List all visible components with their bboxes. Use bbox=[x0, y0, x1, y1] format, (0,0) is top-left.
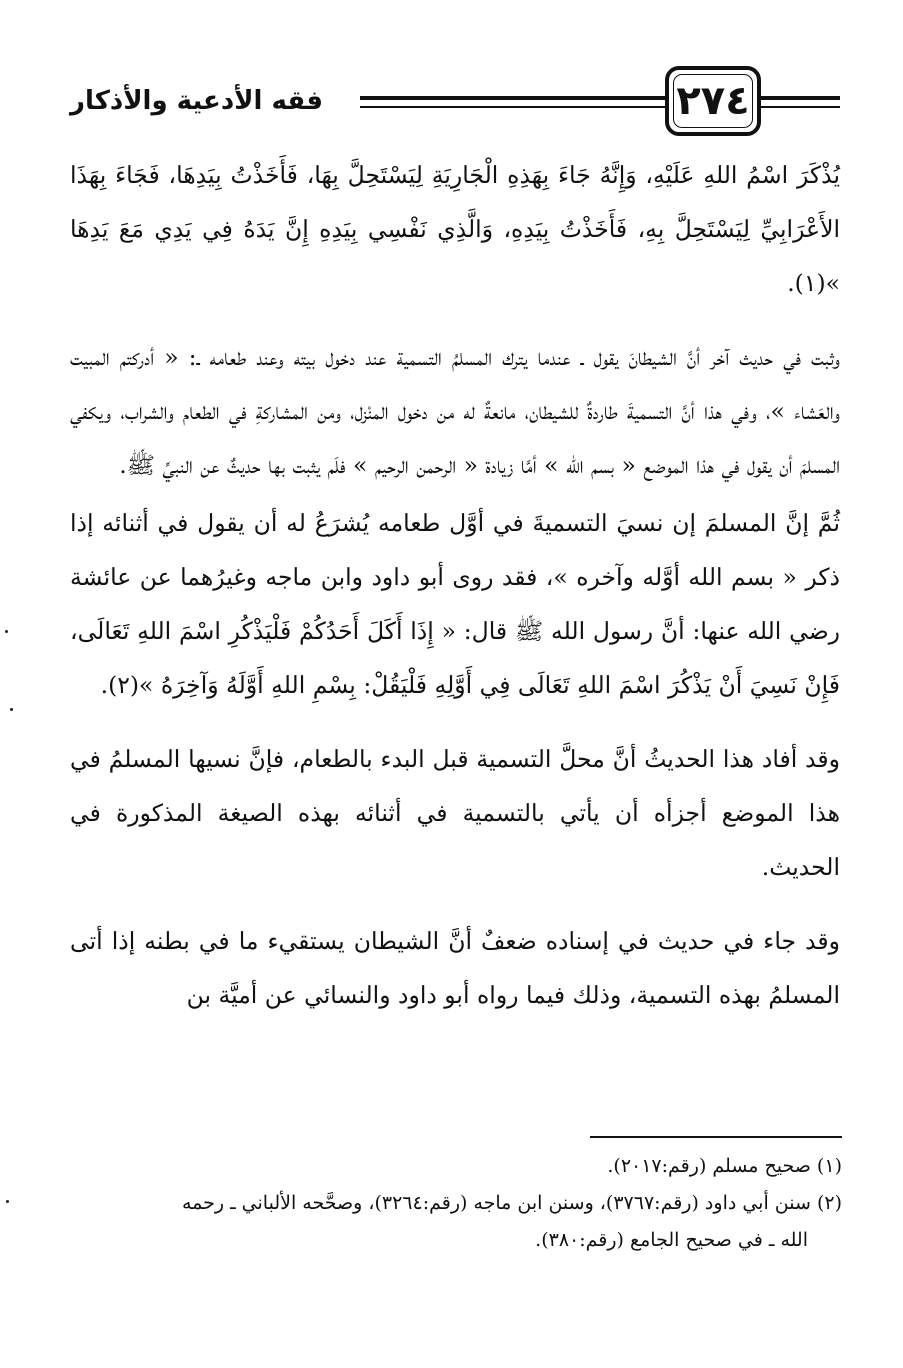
footnote-2-line-1: (٢) سنن أبي داود (رقم:٣٧٦٧)، وسنن ابن ماجه (رقم:٣٢٦٤)، وصحَّحه الألباني ـ رحمه bbox=[181, 1192, 842, 1214]
paragraph-4: وقد أفاد هذا الحديثُ أنَّ محلَّ التسمية قبل البدء بالطعام، فإنَّ نسيها المسلمُ في هذا الموضع أجزأه أن يأتي بالتسمية في أثنائه بهذه الصيغة المذكورة في الحديث. bbox=[70, 745, 840, 881]
page-number: ٢٧٤ bbox=[676, 78, 750, 124]
scan-mark bbox=[10, 708, 13, 711]
scan-mark bbox=[5, 630, 8, 633]
header-rule-right bbox=[760, 96, 840, 108]
footnotes bbox=[80, 1148, 842, 1259]
running-title: فقه الأدعية والأذكار bbox=[70, 86, 323, 116]
scan-mark bbox=[6, 1200, 9, 1203]
paragraph-3: ثُمَّ إنَّ المسلمَ إن نسيَ التسميةَ في أوَّل طعامه يُشرَعُ له أن يقول في أثنائه إذا ذكر « بسم الله أوَّله وآخره »، فقد روى أبو داود وابن ماجه وغيرُهما عن عائشة رضي الله عنها: أنَّ رسول الله ﷺ قال: « إِذَا أَكَلَ أَحَدُكُمْ فَلْيَذْكُرِ اسْمَ اللهِ تَعَالَى، فَإِنْ نَسِيَ أَنْ يَذْكُرَ اسْمَ اللهِ تَعَالَى فِي أَوَّلِهِ فَلْيَقُلْ: بِسْمِ اللهِ أَوَّلَهُ وَآخِرَهُ »(٢). bbox=[70, 509, 840, 699]
main-text bbox=[70, 148, 840, 1022]
page-number-frame bbox=[665, 66, 761, 136]
page-header bbox=[70, 62, 840, 142]
footnote-separator bbox=[590, 1136, 842, 1138]
header-rule-left bbox=[360, 96, 665, 108]
footnote-2-line-2: الله ـ في صحيح الجامع (رقم:٣٨٠). bbox=[535, 1229, 808, 1251]
paragraph-5: وقد جاء في حديث في إسناده ضعفٌ أنَّ الشيطان يستقيء ما في بطنه إذا أتى المسلمُ بهذه التسمية، وذلك فيما رواه أبو داود والنسائي عن أميَّة بن bbox=[70, 927, 840, 1009]
paragraph-1: يُذْكَرَ اسْمُ اللهِ عَلَيْهِ، وَإِنَّهُ جَاءَ بِهَذِهِ الْجَارِيَةِ لِيَسْتَحِلَّ بِهَا، فَأَخَذْتُ بِيَدِهَا، فَجَاءَ بِهَذَا الأَعْرَابِيِّ لِيَسْتَحِلَّ بِهِ، فَأَخَذْتُ بِيَدِهِ، وَالَّذِي نَفْسِي بِيَدِهِ إِنَّ يَدَهُ فِي يَدِي مَعَ يَدِهَا »(١). bbox=[70, 161, 840, 297]
paragraph-2: وثبت في حديث آخر أنَّ الشيطانَ يقول ـ عندما يترك المسلمُ التسمية عند دخول بيته وعند طعامه ـ: « أدركتم المبيت والعَشاء »، وفي هذا أنَّ التسميةَ طاردةٌ للشيطان، مانعةٌ له من دخول المنْزل، ومن المشاركةِ في الطعام والشراب، ويكفي المسلمَ أن يقول في هذا الموضع « بسم الله » أمَّا زيادة « الرحمن الرحيم » فلَم يثبت بها حديثٌ عن النبيِّ ﷺ. bbox=[70, 343, 840, 479]
footnote-1: (١) صحيح مسلم (رقم:٢٠١٧). bbox=[607, 1155, 842, 1177]
